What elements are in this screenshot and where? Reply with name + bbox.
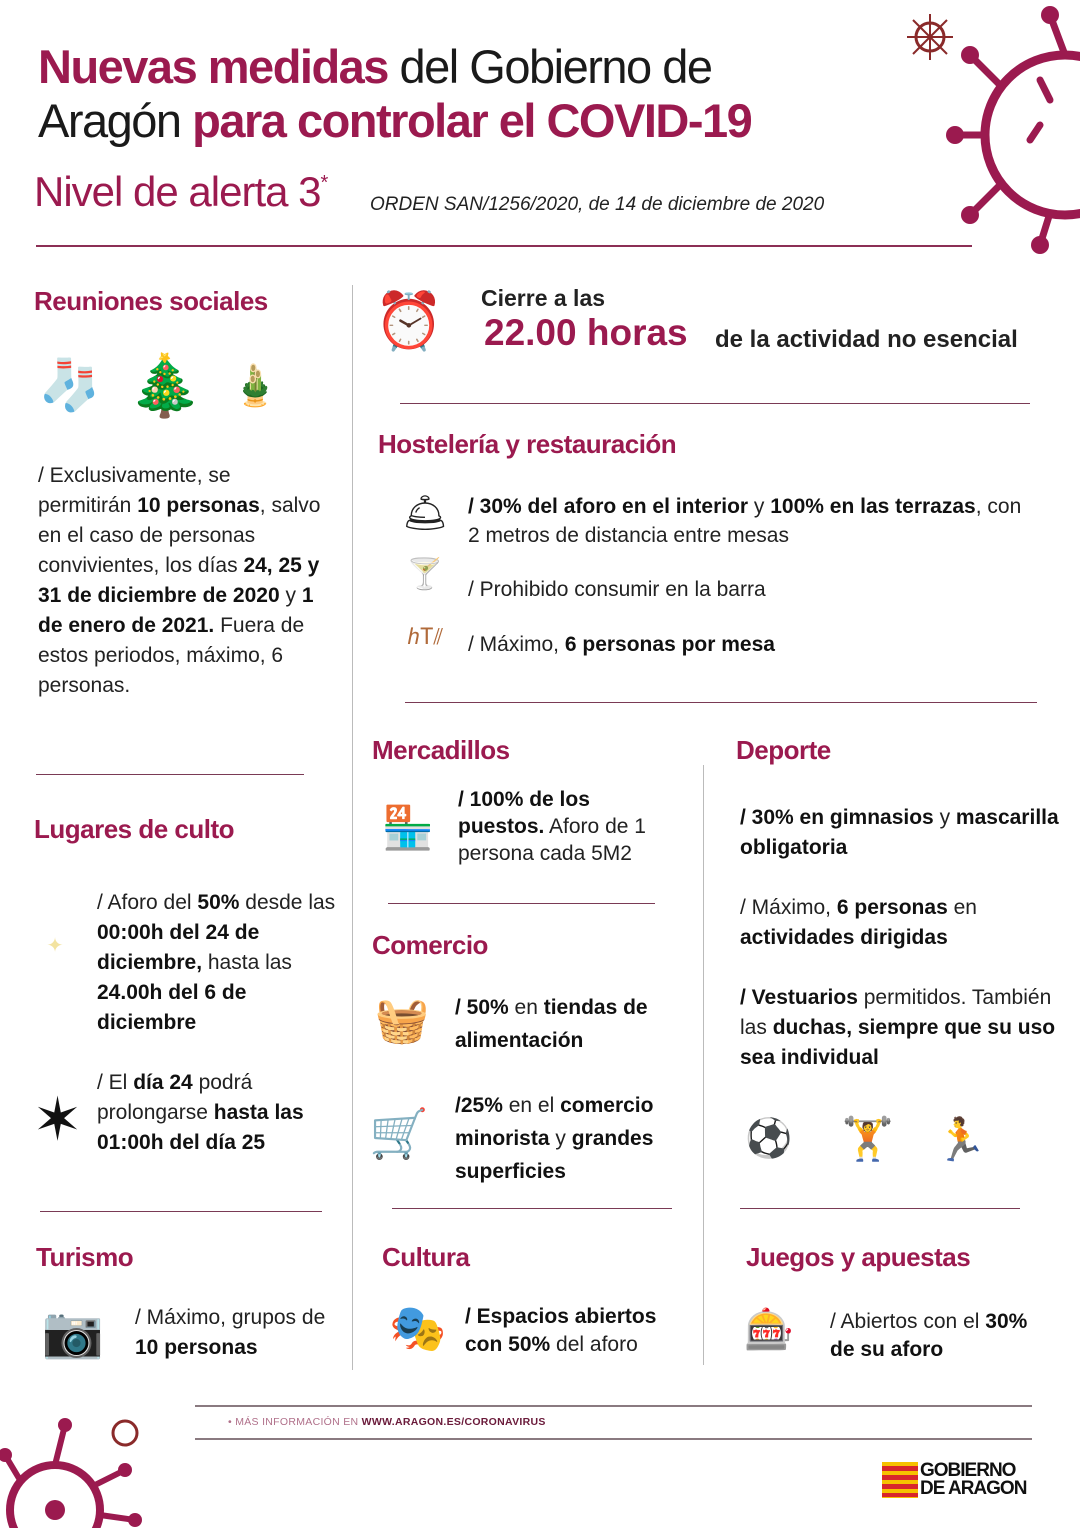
divider <box>740 1208 1020 1209</box>
juegos-text <box>830 1308 1030 1364</box>
shopping-cart-icon: 🛒 <box>369 1107 429 1161</box>
divider <box>388 903 655 904</box>
text: del aforo <box>550 1333 638 1356</box>
text: y <box>933 806 956 829</box>
footer-info-link[interactable]: WWW.ARAGON.ES/CORONAVIRUS <box>361 1416 546 1428</box>
bold-text: / Vestuarios <box>740 986 858 1009</box>
christmas-stocking-icon: 🧦 <box>38 356 102 413</box>
bold-text: día 24 <box>133 1071 193 1094</box>
section-title-culto: Lugares de culto <box>34 814 235 844</box>
casino-chips-icon: 🎰 <box>744 1307 794 1352</box>
text: , con 2 metros de distancia entre mesas <box>468 495 1022 547</box>
text: Fuera de estos periodos, máximo, 6 personas. <box>38 614 305 697</box>
divider <box>36 774 304 775</box>
bold-text: 24, 25 y 31 de diciembre de 2020 <box>38 554 320 607</box>
star-icon: ✶ <box>32 1086 83 1153</box>
logo-line-1: GOBIERNO <box>920 1460 1016 1481</box>
closing-time: 22.00 horas <box>484 312 688 353</box>
bold-text: comercio minorista <box>455 1094 654 1150</box>
runner-icon: 🏃 <box>934 1115 988 1163</box>
section-title-mercadillos: Mercadillos <box>372 735 510 765</box>
bold-text: 00:00h del 24 de diciembre, <box>97 921 260 974</box>
turismo-text <box>135 1303 335 1363</box>
text: / Máximo, <box>468 633 565 656</box>
text: / Máximo, grupos de <box>135 1306 326 1329</box>
bold-text: 10 personas <box>137 494 260 517</box>
title-line-1 <box>38 40 751 94</box>
text: y <box>549 1127 572 1150</box>
small-virus-icon <box>905 12 955 62</box>
text: hasta las <box>202 951 292 974</box>
bold-text: / Espacios abiertos con 50% <box>465 1305 657 1356</box>
hosteleria-item-1 <box>468 492 1038 550</box>
comercio-item-1 <box>455 991 695 1057</box>
footer-divider-bottom <box>195 1438 1032 1440</box>
text: / Máximo, <box>740 896 837 919</box>
bold-text: / 30% del aforo en el interior <box>468 495 749 518</box>
bold-text: 6 personas por mesa <box>564 633 775 656</box>
closing-rest: de la actividad no esencial <box>715 326 1018 353</box>
alert-level-text: Nivel de alerta 3 <box>34 168 321 215</box>
footer-info: • MÁS INFORMACIÓN EN WWW.ARAGON.ES/CORONAVIRUS <box>228 1416 546 1428</box>
text: podrá prolongarse <box>97 1071 253 1124</box>
logo-line-2: DE ARAGON <box>920 1478 1027 1499</box>
christmas-ornaments-icon: 🎍 <box>230 363 280 408</box>
text: en <box>947 896 977 919</box>
bold-text: duchas, siempre que su uso sea individual <box>740 1016 1056 1069</box>
cocktail-icon: 🍸 <box>406 557 444 591</box>
section-title-juegos: Juegos y apuestas <box>746 1242 971 1272</box>
divider <box>400 403 1030 404</box>
bold-text: 24.00h del 6 de diciembre <box>97 981 247 1034</box>
text: y <box>748 495 771 518</box>
hosteleria-item-3 <box>468 630 1028 660</box>
text: del Gobierno de <box>387 40 712 93</box>
deporte-item-3 <box>740 983 1060 1073</box>
text: desde las <box>239 891 336 914</box>
footer-divider-top <box>195 1405 1032 1407</box>
text: en <box>508 996 544 1019</box>
bold-text: 6 personas <box>836 896 948 919</box>
weightlifter-icon: 🏋 <box>841 1114 895 1162</box>
culto-item-1 <box>97 888 347 1038</box>
bold-text: hasta las 01:00h del día 25 <box>97 1101 304 1154</box>
bold-text: / 50% <box>455 996 509 1019</box>
comercio-item-2 <box>455 1089 700 1188</box>
text: / Exclusivamente, se permitirán <box>38 464 231 517</box>
christmas-tree-icon: 🎄 <box>127 351 203 419</box>
text: y <box>279 584 302 607</box>
divider <box>405 702 1037 703</box>
table-chairs-icon: ℎT⫽ <box>406 624 444 650</box>
bold-text: actividades dirigidas <box>740 926 948 949</box>
theater-masks-icon: 🎭 <box>389 1301 447 1354</box>
bold-text: 100% en las terrazas <box>770 495 976 518</box>
sparkle-icon: ✦ <box>46 934 64 957</box>
section-title-comercio: Comercio <box>372 930 488 960</box>
section-title-hosteleria: Hostelería y restauración <box>378 429 677 459</box>
alarm-clock-icon: ⏰ <box>374 288 444 352</box>
bold-text: / 30% en gimnasios <box>740 806 934 829</box>
soccer-ball-icon: ⚽ <box>745 1118 793 1160</box>
text: , salvo en el caso de personas convivientes, los días <box>38 494 321 577</box>
order-reference: ORDEN SAN/1256/2020, de 14 de diciembre de 2020 <box>370 194 825 215</box>
bold-text: / 100% de los puestos. <box>458 788 590 838</box>
alert-asterisk: * <box>320 172 328 194</box>
column-divider-2 <box>703 765 704 1365</box>
camera-icon: 📷 <box>41 1303 105 1360</box>
text: / Aforo del <box>97 891 198 914</box>
section-title-cultura: Cultura <box>382 1242 470 1272</box>
gobierno-aragon-logo <box>882 1462 1026 1498</box>
deporte-item-2 <box>740 893 1060 953</box>
market-stall-icon: 🏪 <box>381 803 435 851</box>
bold-text: /25% <box>455 1094 503 1117</box>
section-title-deporte: Deporte <box>736 735 831 765</box>
bold-text: 10 personas <box>135 1336 258 1359</box>
footer-info-prefix: MÁS INFORMACIÓN EN <box>235 1416 362 1428</box>
page-title <box>38 40 751 148</box>
text: en el <box>502 1094 561 1117</box>
header-divider <box>36 245 972 247</box>
text: / El <box>97 1071 134 1094</box>
text: / Abiertos con el <box>830 1310 986 1333</box>
alert-level <box>34 168 327 216</box>
hosteleria-item-2 <box>468 575 1028 605</box>
serving-cloche-icon: 🛎 <box>402 492 448 533</box>
section-title-reuniones: Reuniones sociales <box>34 286 268 316</box>
closing-label: Cierre a las <box>481 285 606 311</box>
bold-text: 1 de enero de 2021. <box>38 584 314 637</box>
virus-footer-icon <box>0 1415 150 1528</box>
deporte-item-1 <box>740 803 1060 863</box>
bold-text: tiendas de alimentación <box>455 996 648 1052</box>
reuniones-text <box>38 461 323 701</box>
section-title-turismo: Turismo <box>36 1242 134 1272</box>
bold-text: Nuevas medidas <box>38 40 388 93</box>
culto-item-2 <box>97 1068 347 1158</box>
text: Aragón <box>38 94 193 147</box>
bold-text: mascarilla obligatoria <box>740 806 1059 859</box>
divider <box>392 1208 672 1209</box>
column-divider-1 <box>352 285 353 1370</box>
bold-text: grandes superficies <box>455 1127 654 1183</box>
text: permitidos. También las <box>740 986 1052 1039</box>
bold-text: 30% de su aforo <box>830 1310 1028 1361</box>
virus-icon <box>940 0 1080 260</box>
divider <box>40 1211 322 1212</box>
mercadillos-text <box>458 786 678 867</box>
bold-text: 50% <box>197 891 240 914</box>
title-line-2 <box>38 94 751 148</box>
cultura-text <box>465 1303 695 1359</box>
aragon-flag-icon <box>882 1462 918 1498</box>
text: / Prohibido consumir en la barra <box>468 578 766 601</box>
grocery-basket-icon: 🧺 <box>374 996 430 1045</box>
bold-text: para controlar el COVID-19 <box>192 94 752 147</box>
text: Aforo de 1 persona cada 5M2 <box>458 815 646 865</box>
